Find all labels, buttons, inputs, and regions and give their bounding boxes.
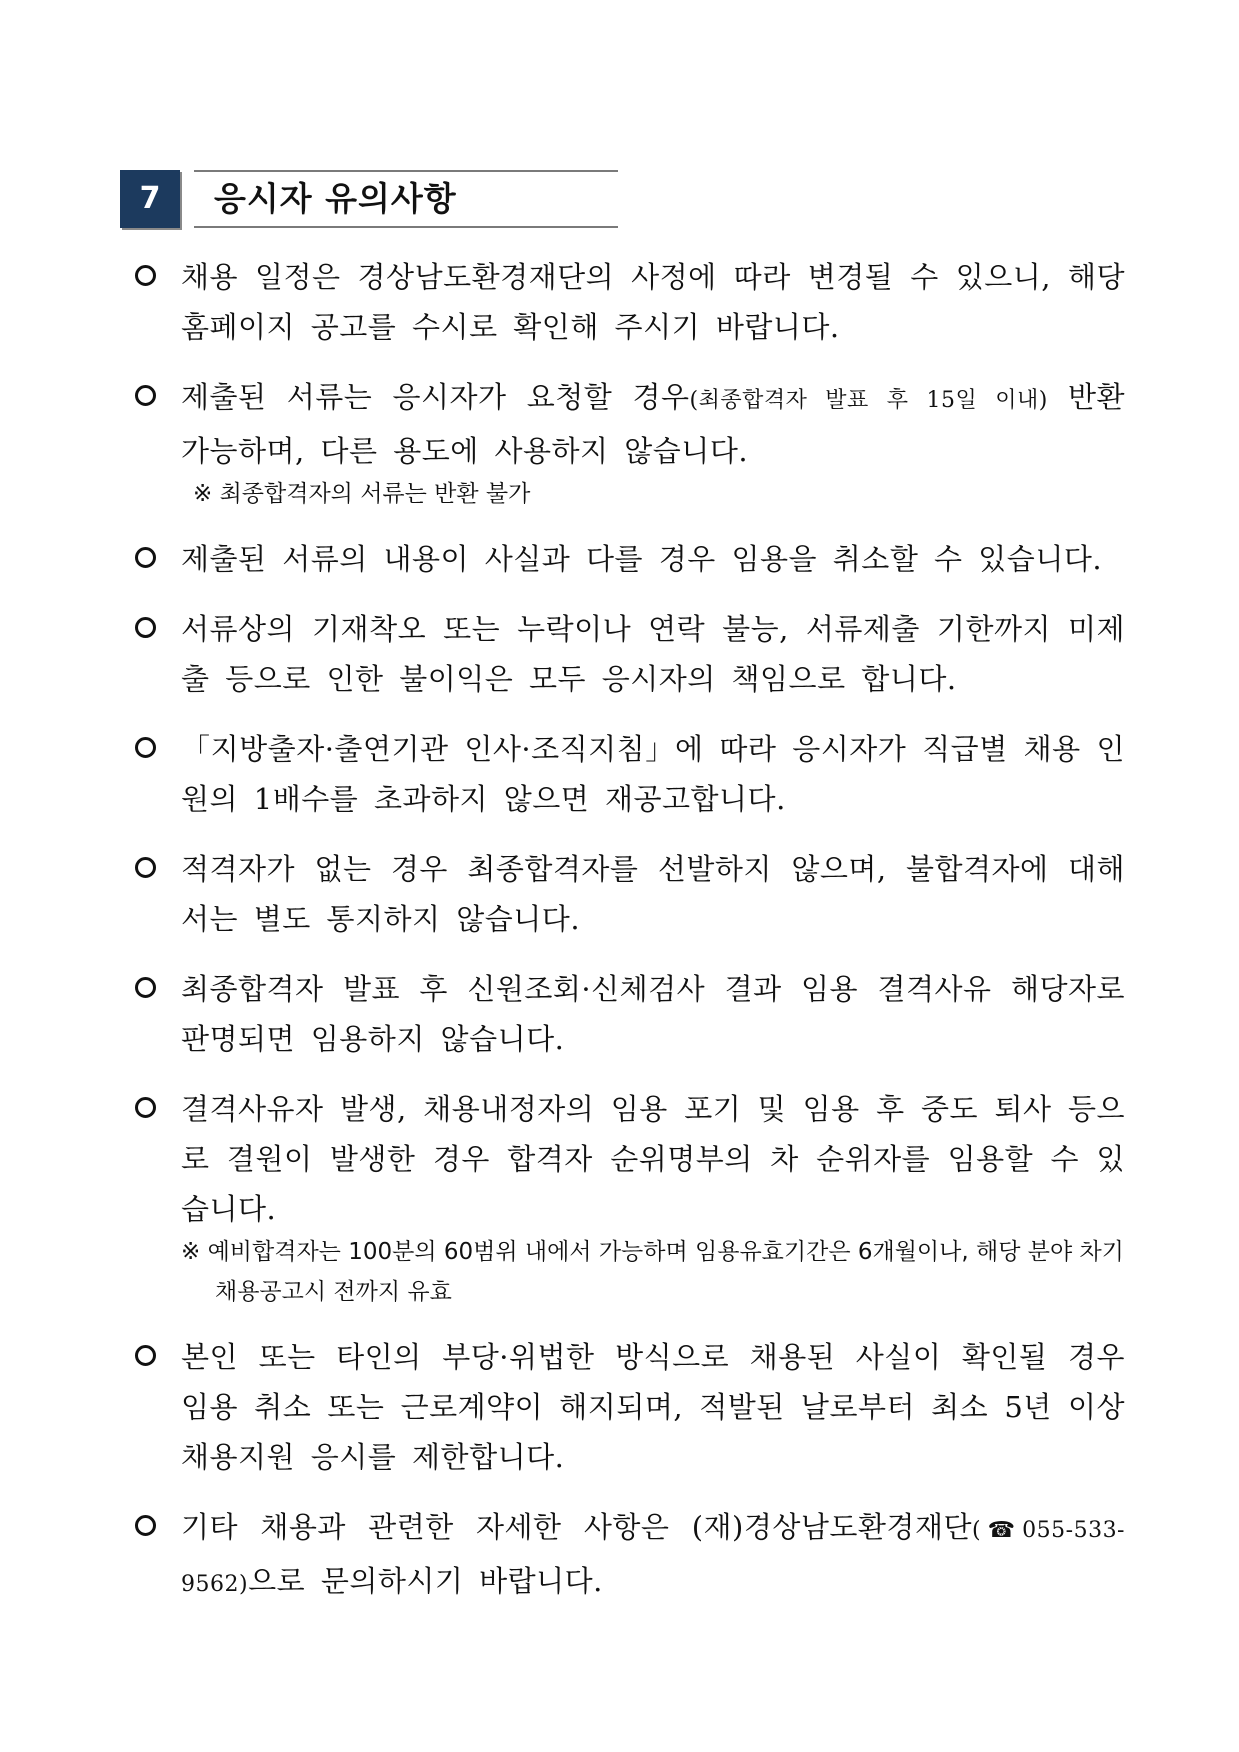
- circle-bullet-icon: [135, 617, 156, 638]
- circle-bullet-icon: [135, 977, 156, 998]
- notice-text: 「지방출자·출연기관 인사·조직지침」에 따라 응시자가 직급별 채용 인원의 1배수를 초과하지 않으면 재공고합니다.: [181, 732, 1125, 816]
- notice-item: [135, 844, 1125, 944]
- notice-item: [135, 372, 1125, 514]
- notice-item: [135, 1084, 1125, 1312]
- circle-bullet-icon: [135, 265, 156, 286]
- notice-text: 서류상의 기재착오 또는 누락이나 연락 불능, 서류제출 기한까지 미제출 등으로 인한 불이익은 모두 응시자의 책임으로 합니다.: [181, 612, 1125, 696]
- notice-text-rest: 으로 문의하시기 바랍니다.: [248, 1564, 603, 1598]
- notice-item: [135, 1502, 1125, 1610]
- section-title-box: [194, 170, 618, 228]
- notice-item: [135, 1332, 1125, 1482]
- notice-text-rest: 반환 가능하며, 다른 용도에 사용하지 않습니다.: [181, 380, 1125, 468]
- circle-bullet-icon: [135, 1345, 156, 1366]
- notice-text: 최종합격자 발표 후 신원조회·신체검사 결과 임용 결격사유 해당자로 판명되면 임용하지 않습니다.: [181, 972, 1125, 1056]
- notice-text: [181, 1502, 1125, 1610]
- section-title: 응시자 유의사항: [214, 179, 457, 218]
- notice-list: [135, 252, 1125, 1630]
- notice-text: 결격사유자 발생, 채용내정자의 임용 포기 및 임용 후 중도 퇴사 등으로 결원이 발생한 경우 합격자 순위명부의 차 순위자를 임용할 수 있습니다.: [181, 1092, 1125, 1226]
- section-header: [120, 170, 620, 228]
- notice-footnote: ※ 최종합격자의 서류는 반환 불가: [193, 481, 531, 507]
- notice-item: [135, 534, 1125, 584]
- notice-item: [135, 964, 1125, 1064]
- circle-bullet-icon: [135, 385, 156, 406]
- circle-bullet-icon: [135, 737, 156, 758]
- notice-item: [135, 252, 1125, 352]
- notice-text: [181, 372, 1125, 476]
- notice-text: 적격자가 없는 경우 최종합격자를 선발하지 않으며, 불합격자에 대해서는 별도 통지하지 않습니다.: [181, 852, 1125, 936]
- section-number-badge: 7: [120, 170, 180, 228]
- notice-text-main: 제출된 서류는 응시자가 요청할 경우: [181, 380, 690, 414]
- notice-text: 본인 또는 타인의 부당·위법한 방식으로 채용된 사실이 확인될 경우 임용 취소 또는 근로계약이 해지되며, 적발된 날로부터 최소 5년 이상 채용지원 응시를 제한합니다.: [181, 1340, 1125, 1474]
- circle-bullet-icon: [135, 1097, 156, 1118]
- circle-bullet-icon: [135, 857, 156, 878]
- circle-bullet-icon: [135, 547, 156, 568]
- notice-item: [135, 724, 1125, 824]
- circle-bullet-icon: [135, 1515, 156, 1536]
- notice-item: [135, 604, 1125, 704]
- return-period-note: (최종합격자 발표 후 15일 이내): [689, 388, 1048, 413]
- notice-text-main: 기타 채용과 관련한 자세한 사항은 (재)경상남도환경재단: [181, 1510, 972, 1544]
- contact-phone: (☎055-533-9562): [181, 1518, 1125, 1597]
- notice-text: 채용 일정은 경상남도환경재단의 사정에 따라 변경될 수 있으니, 해당 홈페이지 공고를 수시로 확인해 주시기 바랍니다.: [181, 260, 1125, 344]
- notice-text: 제출된 서류의 내용이 사실과 다를 경우 임용을 취소할 수 있습니다.: [181, 542, 1103, 576]
- notice-footnote: ※ 예비합격자는 100분의 60범위 내에서 가능하며 임용유효기간은 6개월이나, 해당 분야 차기 채용공고시 전까지 유효: [181, 1239, 1124, 1305]
